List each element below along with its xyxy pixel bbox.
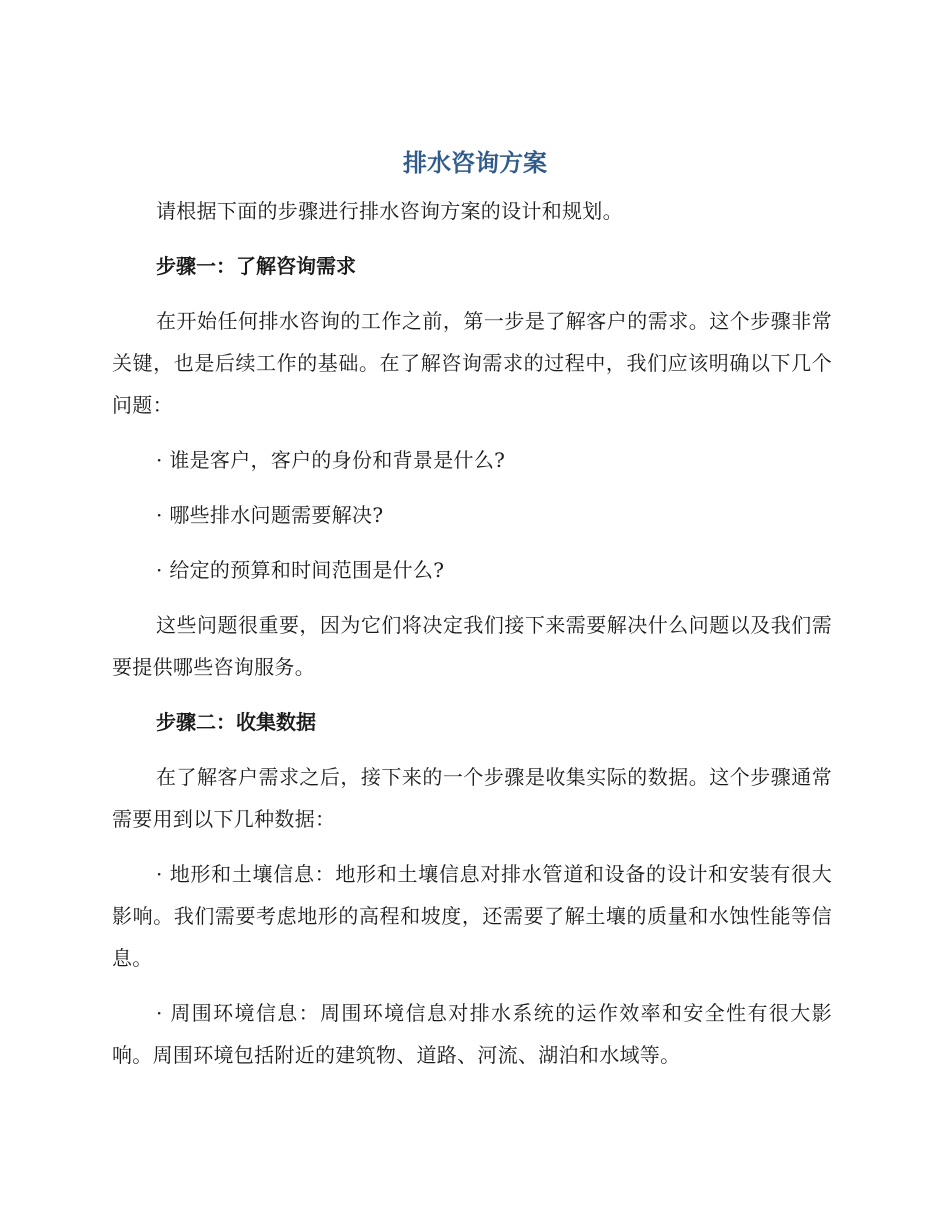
step1-heading: 步骤一：了解咨询需求 <box>156 254 356 278</box>
step2-paragraph: 在了解客户需求之后，接下来的一个步骤是收集实际的数据。这个步骤通常需要用到以下几种数据： <box>112 765 832 831</box>
list-item: · 哪些排水问题需要解决? <box>156 503 384 527</box>
step1-conclusion-paragraph: 这些问题很重要，因为它们将决定我们接下来需要解决什么问题以及我们需要提供哪些咨询服务。 <box>112 613 832 679</box>
list-item: · 周围环境信息：周围环境信息对排水系统的运作效率和安全性有很大影响。周围环境包括附近的建筑物、道路、河流、湖泊和水域等。 <box>112 1001 832 1067</box>
list-item: · 谁是客户，客户的身份和背景是什么? <box>156 448 506 472</box>
list-item: · 给定的预算和时间范围是什么? <box>156 558 445 582</box>
list-item: · 地形和土壤信息：地形和土壤信息对排水管道和设备的设计和安装有很大影响。我们需要考虑地形的高程和坡度，还需要了解土壤的质量和水蚀性能等信息。 <box>112 862 832 970</box>
document-title: 排水咨询方案 <box>403 149 547 177</box>
step1-paragraph: 在开始任何排水咨询的工作之前，第一步是了解客户的需求。这个步骤非常关键，也是后续工作的基础。在了解咨询需求的过程中，我们应该明确以下几个问题： <box>112 309 832 417</box>
document-body <box>112 190 832 1076</box>
intro-paragraph: 请根据下面的步骤进行排水咨询方案的设计和规划。 <box>156 199 623 223</box>
step2-heading: 步骤二：收集数据 <box>156 710 316 734</box>
